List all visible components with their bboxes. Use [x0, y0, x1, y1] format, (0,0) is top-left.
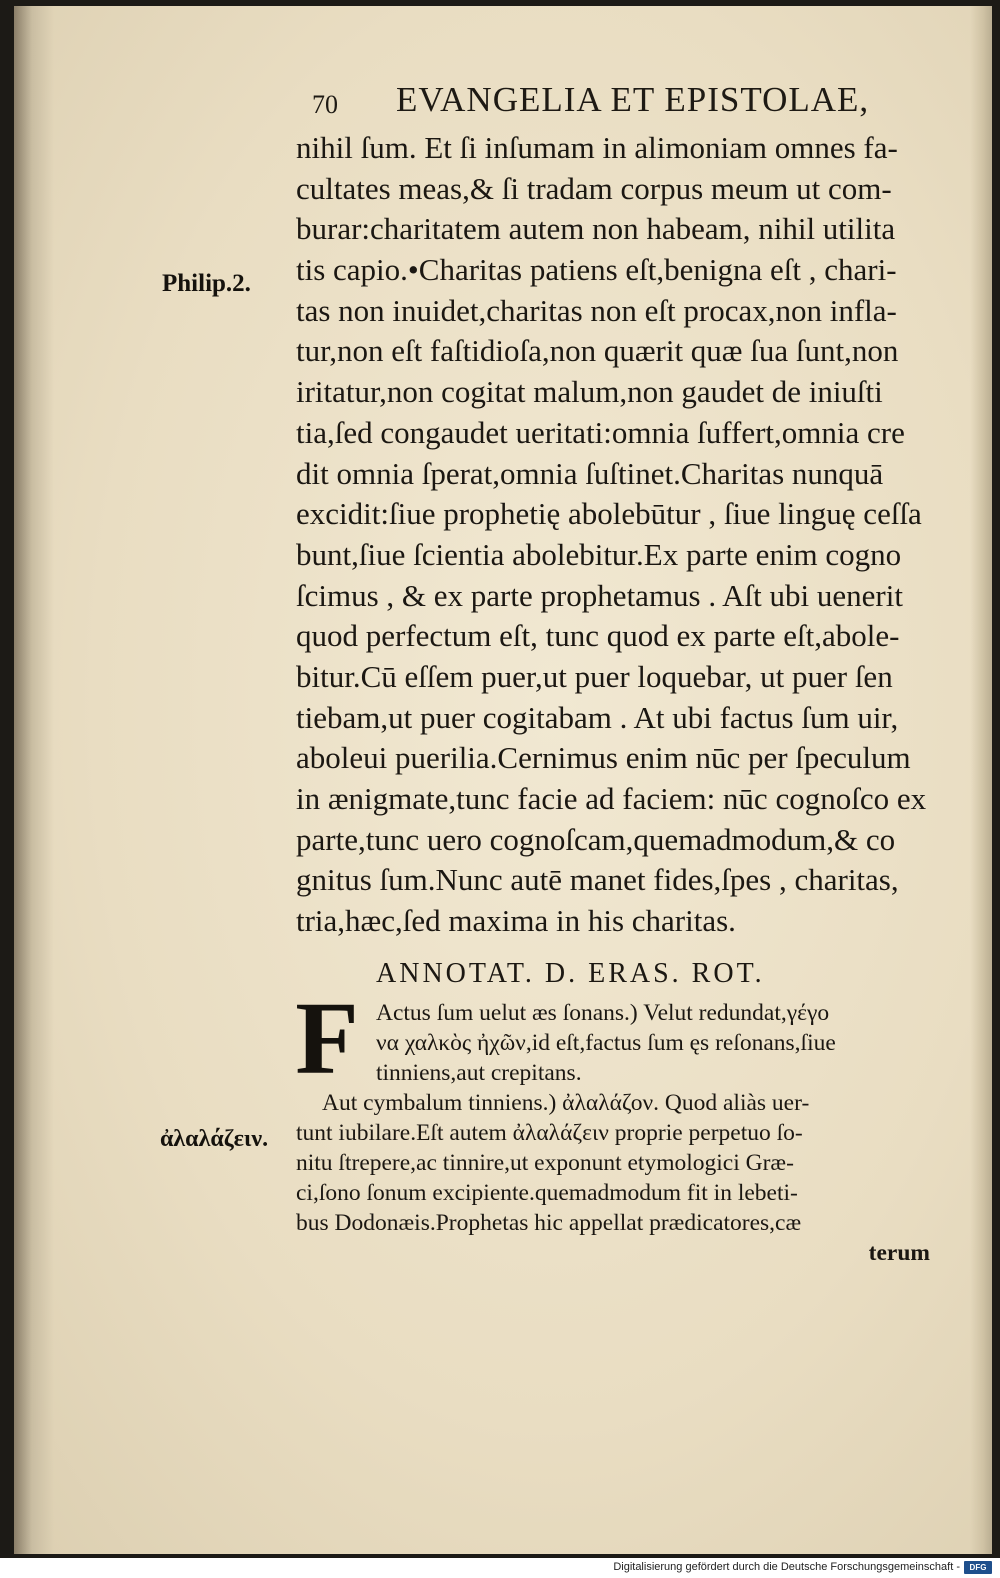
funding-credit: Digitalisierung gefördert durch die Deutsche Forschungsgemeinschaft - — [613, 1561, 960, 1573]
text-line: tiebam,ut puer cogitabam . At ubi factus ſum uir, — [296, 699, 899, 735]
dfg-logo-icon: DFG — [964, 1561, 992, 1574]
text-line: gnitus ſum.Nunc autē manet fides,ſpes , charitas, — [296, 862, 899, 898]
page-header — [308, 80, 948, 126]
annotation-line: tunt iubilare.Eſt autem ἀλαλάζειν proprie perpetuo ſo- — [296, 1120, 803, 1146]
annotation-line: nitu ſtrepere,ac tinnire,ut exponunt etymologici Græ- — [296, 1150, 794, 1176]
text-line: nihil ſum. Et ſi inſumam in alimoniam omnes fa- — [296, 130, 898, 165]
text-line: bitur.Cū eſſem puer,ut puer loquebar, ut puer ſen — [296, 658, 893, 694]
text-line: quod perfectum eſt, tunc quod ex parte eſt,abole- — [296, 618, 900, 654]
text-line: tis capio.•Charitas patiens eſt,benigna eſt , chari- — [296, 252, 897, 288]
text-line: dit omnia ſperat,omnia ſuſtinet.Charitas nunquā — [296, 455, 884, 491]
digitization-footer — [0, 1558, 1000, 1578]
text-line: tia,ſed congaudet ueritati:omnia ſuffert,omnia cre — [296, 414, 905, 450]
annotation-heading: ANNOTAT. D. ERAS. ROT. — [376, 958, 765, 989]
annotation-text — [296, 998, 944, 1268]
page-gutter-shadow — [14, 6, 54, 1554]
annotation-line: ci,ſono ſonum excipiente.quemadmodum fit in lebeti- — [296, 1180, 798, 1206]
annotation-line: tinniens,aut crepitans. — [376, 1060, 582, 1086]
running-title: EVANGELIA ET EPISTOLAE, — [396, 80, 870, 119]
text-line: ſcimus , & ex parte prophetamus . Aſt ubi uenerit — [296, 577, 903, 613]
text-line: bunt,ſiue ſcientia abolebitur.Ex parte enim cogno — [296, 536, 902, 572]
text-line: iritatur,non cogitat malum,non gaudet de iniuſti — [296, 374, 883, 410]
text-line: burar:charitatem autem non habeam, nihil utilita — [296, 211, 896, 247]
text-line: tas non inuidet,charitas non eſt procax,non infla- — [296, 292, 897, 328]
catchword: terum — [868, 1240, 930, 1266]
annotation-line: να χαλκὸς ἠχῶν,id eſt,factus ſum ęs reſonans,ſiue — [376, 1030, 836, 1056]
margin-note-philip: Philip.2. — [162, 270, 251, 297]
annotation-line: bus Dodonæis.Prophetas hic appellat prædicatores,cæ — [296, 1210, 802, 1236]
annotation-line: Aut cymbalum tinniens.) ἀλαλάζον. Quod aliàs uer- — [322, 1090, 810, 1116]
page-number: 70 — [312, 90, 338, 119]
annotation-line: Actus ſum uelut æs ſonans.) Velut redundat,γέγο — [376, 1000, 830, 1026]
text-line: cultates meas,& ſi tradam corpus meum ut com- — [296, 170, 892, 206]
scripture-text — [296, 128, 944, 942]
text-line: tur,non eſt faſtidioſa,non quærit quæ ſua ſunt,non — [296, 333, 899, 369]
margin-note-greek: ἀλαλάζειν. — [160, 1126, 269, 1152]
drop-cap: F — [295, 981, 359, 1096]
text-line: in ænigmate,tunc facie ad faciem: nūc cognoſco ex — [296, 781, 927, 816]
text-line: tria,hæc,ſed maxima in his charitas. — [296, 903, 736, 939]
text-line: aboleui puerilia.Cernimus enim nūc per ſpeculum — [296, 740, 911, 776]
page-edge — [970, 6, 992, 1554]
text-line: excidit:ſiue prophetię abolebūtur , ſiue linguę ceſſa — [296, 496, 922, 532]
text-line: parte,tunc uero cognoſcam,quemadmodum,& co — [296, 821, 896, 857]
